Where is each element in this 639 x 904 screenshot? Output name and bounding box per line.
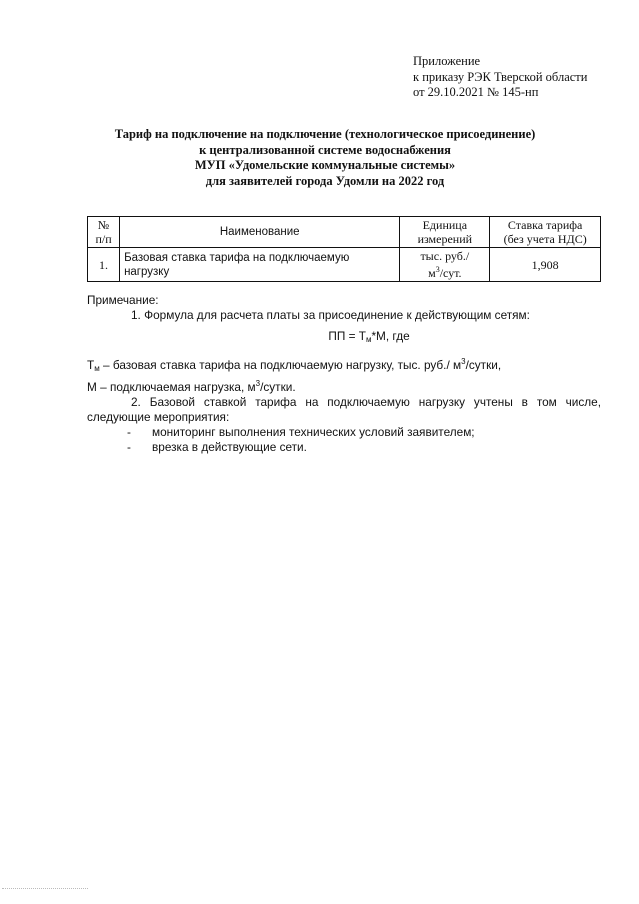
definition-m xyxy=(87,376,601,395)
formula-pre: ПП = Т xyxy=(328,329,366,343)
title-line-3: МУП «Удомельские коммунальные системы» xyxy=(194,158,456,172)
header-number-line2: п/п xyxy=(95,232,112,246)
header-unit-line1: Единица xyxy=(422,218,468,232)
title-line-4: для заявителей города Удомли на 2022 год xyxy=(205,173,445,188)
note-item-1: 1. Формула для расчета платы за присоединение к действующим сетям: xyxy=(131,308,530,322)
def1-sub: м xyxy=(94,364,100,373)
formula xyxy=(87,329,601,347)
note-item-2-cont: следующие мероприятия: xyxy=(87,410,230,424)
bullet-dash: - xyxy=(127,440,131,454)
def1-end: /сутки, xyxy=(465,358,502,372)
notes-section xyxy=(87,293,601,455)
order-date-number: от 29.10.2021 № 145-нп xyxy=(413,85,539,99)
header-unit-line2: измерений xyxy=(417,232,473,246)
scan-footer-mark xyxy=(2,888,88,889)
list-item xyxy=(87,440,601,455)
header-rate-line1: Ставка тарифа xyxy=(507,218,583,232)
bullet-dash: - xyxy=(127,425,131,439)
appendix-reference xyxy=(413,54,587,101)
row-unit-rest: /сут. xyxy=(439,266,462,280)
def2-end: /сутки. xyxy=(260,380,296,394)
row-unit-base: м xyxy=(428,266,436,280)
table-row xyxy=(88,248,601,282)
definition-tm xyxy=(87,354,601,376)
row-name: Базовая ставка тарифа на подключаемую нагрузку xyxy=(120,248,400,282)
header-rate xyxy=(490,217,601,248)
document-title xyxy=(80,127,570,189)
table-header-row xyxy=(88,217,601,248)
def1-sup: 3 xyxy=(461,357,466,366)
row-unit-line1: тыс. руб./ xyxy=(420,249,470,263)
def2-sup: 3 xyxy=(255,379,261,388)
bullet-text-2: врезка в действующие сети. xyxy=(152,440,307,454)
order-reference: к приказу РЭК Тверской области xyxy=(413,69,588,84)
header-number-line1: № xyxy=(97,218,110,232)
row-rate: 1,908 xyxy=(490,248,601,282)
appendix-label: Приложение xyxy=(413,54,481,68)
row-number: 1. xyxy=(88,248,120,282)
row-unit-line2 xyxy=(404,263,485,280)
header-number xyxy=(88,217,120,248)
header-unit xyxy=(400,217,490,248)
row-unit-sup: 3 xyxy=(435,265,440,274)
def1-post: – базовая ставка тарифа на подключаемую нагрузку, тыс. руб./ м xyxy=(99,358,462,372)
def2-pre: М – подключаемая нагрузка, м xyxy=(87,380,256,394)
header-name: Наименование xyxy=(120,217,400,248)
header-rate-line2: (без учета НДС) xyxy=(503,232,587,246)
def1-pre: Т xyxy=(87,358,95,372)
formula-sub: м xyxy=(365,335,372,344)
note-item-2: 2. Базовой ставкой тарифа на подключаемую нагрузку учтены в том числе, xyxy=(131,395,601,409)
list-item xyxy=(87,425,601,440)
title-line-2: к централизованной системе водоснабжения xyxy=(199,142,451,157)
bullet-text-1: мониторинг выполнения технических условий заявителем; xyxy=(152,425,475,439)
tariff-table xyxy=(87,216,601,282)
formula-post: *М, где xyxy=(371,329,410,343)
row-unit xyxy=(400,248,490,282)
title-line-1: Тариф на подключение на подключение (технологическое присоединение) xyxy=(114,127,536,141)
notes-heading: Примечание: xyxy=(87,293,159,307)
